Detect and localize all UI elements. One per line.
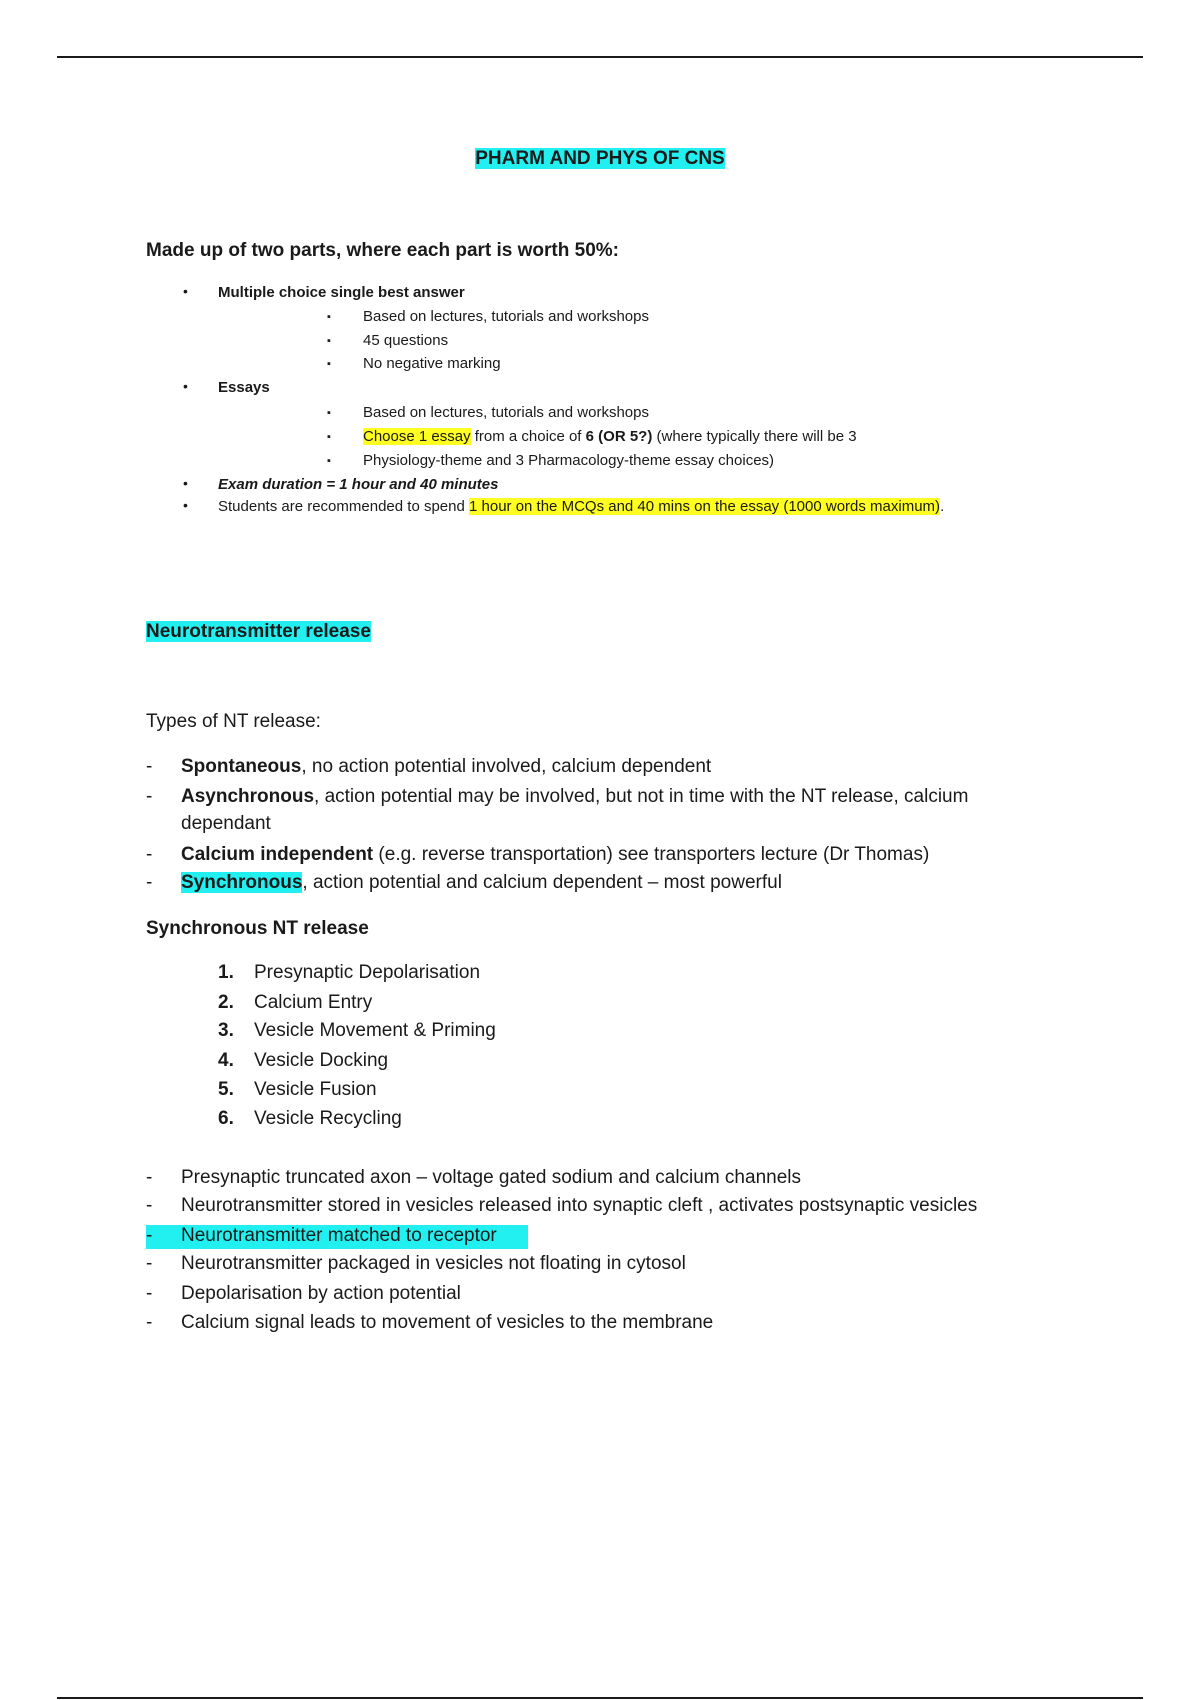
step-number: 1. — [218, 962, 234, 983]
essays-item: Physiology-theme and 3 Pharmacology-theme essay choices) — [363, 452, 775, 469]
sub-bullet: ▪ — [327, 407, 331, 419]
step-text: Vesicle Fusion — [254, 1079, 377, 1100]
step-number: 2. — [218, 992, 234, 1013]
step-text: Vesicle Movement & Priming — [254, 1020, 496, 1041]
sub-bullet: ▪ — [327, 335, 331, 347]
essays-label: Essays — [218, 379, 270, 396]
header-rule — [57, 56, 1143, 58]
note: Neurotransmitter stored in vesicles released into synaptic cleft , activates postsynaptic vesicles — [181, 1195, 978, 1216]
essays-item: Based on lectures, tutorials and workshops — [363, 404, 649, 421]
type-calcium-independent: Calcium independent (e.g. reverse transportation) see transporters lecture (Dr Thomas) — [181, 844, 930, 865]
bullet-duration: • — [183, 475, 188, 491]
step-number: 6. — [218, 1108, 234, 1129]
type-synchronous: Synchronous, action potential and calcium dependent – most powerful — [181, 872, 782, 893]
mcq-label: Multiple choice single best answer — [218, 284, 465, 301]
dash: - — [146, 1312, 153, 1333]
sub-bullet: ▪ — [327, 311, 331, 323]
dash: - — [146, 1195, 153, 1216]
types-label: Types of NT release: — [146, 711, 321, 732]
step-text: Vesicle Docking — [254, 1050, 389, 1071]
step-text: Vesicle Recycling — [254, 1108, 402, 1129]
sync-heading: Synchronous NT release — [146, 918, 369, 939]
note: Presynaptic truncated axon – voltage gated sodium and calcium channels — [181, 1167, 801, 1188]
dash: - — [146, 872, 153, 893]
page-title: PHARM AND PHYS OF CNS — [475, 148, 725, 169]
intro-heading: Made up of two parts, where each part is worth 50%: — [146, 240, 619, 261]
recommend-text: Students are recommended to spend 1 hour on the MCQs and 40 mins on the essay (1000 words maximum). — [218, 498, 945, 515]
mcq-item: No negative marking — [363, 355, 501, 372]
footer-rule — [57, 1697, 1143, 1699]
step-text: Presynaptic Depolarisation — [254, 962, 481, 983]
note-highlighted: Neurotransmitter matched to receptor — [181, 1225, 497, 1246]
dash: - — [146, 786, 153, 807]
type-asynchronous-cont: dependant — [181, 813, 271, 834]
dash: - — [146, 1283, 153, 1304]
type-spontaneous: Spontaneous, no action potential involved, calcium dependent — [181, 756, 712, 777]
mcq-item: Based on lectures, tutorials and workshops — [363, 308, 649, 325]
sub-bullet: ▪ — [327, 431, 331, 443]
note: Calcium signal leads to movement of vesicles to the membrane — [181, 1312, 714, 1333]
note: Neurotransmitter packaged in vesicles not floating in cytosol — [181, 1253, 686, 1274]
dash: - — [146, 1253, 153, 1274]
sub-bullet: ▪ — [327, 358, 331, 370]
bullet-recommend: • — [183, 497, 188, 513]
note: Depolarisation by action potential — [181, 1283, 461, 1304]
section-heading: Neurotransmitter release — [146, 621, 371, 642]
type-asynchronous: Asynchronous, action potential may be involved, but not in time with the NT release, calcium — [181, 786, 969, 807]
mcq-item: 45 questions — [363, 332, 449, 349]
dash: - — [146, 756, 153, 777]
bullet-mcq: • — [183, 283, 188, 299]
dash: - — [146, 844, 153, 865]
step-text: Calcium Entry — [254, 992, 373, 1013]
step-number: 5. — [218, 1079, 234, 1100]
dash: - — [146, 1225, 153, 1246]
sub-bullet: ▪ — [327, 455, 331, 467]
exam-duration: Exam duration = 1 hour and 40 minutes — [218, 476, 499, 493]
dash: - — [146, 1167, 153, 1188]
step-number: 4. — [218, 1050, 234, 1071]
step-number: 3. — [218, 1020, 234, 1041]
essays-item-choose: Choose 1 essay from a choice of 6 (OR 5?) (where typically there will be 3 — [363, 428, 857, 445]
bullet-essays: • — [183, 378, 188, 394]
